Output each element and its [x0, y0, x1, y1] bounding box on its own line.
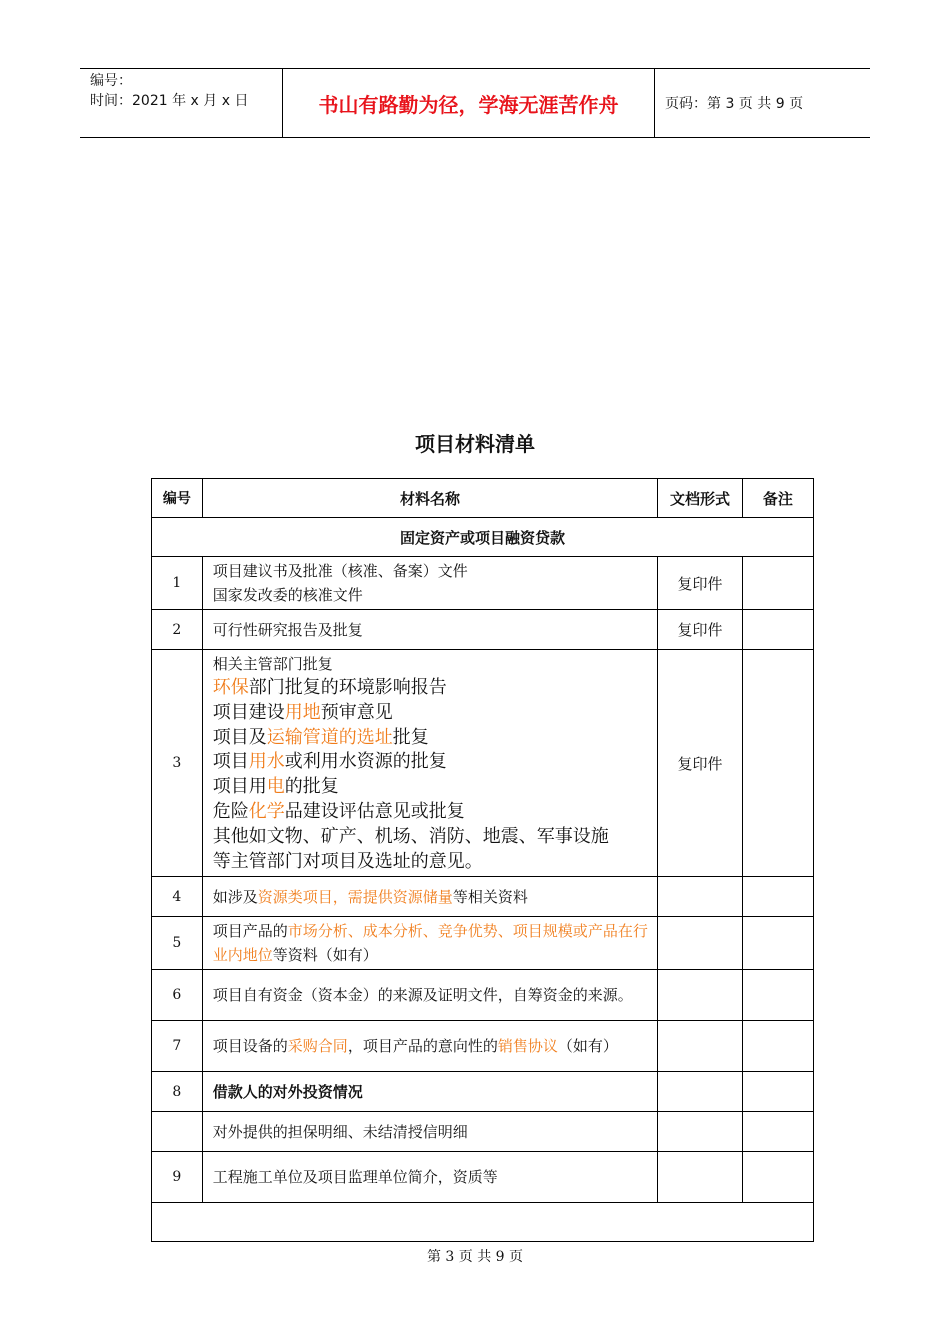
material-line: 国家发改委的核准文件 — [212, 586, 363, 604]
table-row — [152, 917, 814, 970]
plain-text: 项目 — [212, 751, 249, 773]
row-number: 7 — [152, 1021, 203, 1072]
row-form — [658, 970, 743, 1021]
highlight-text: 环保 — [212, 677, 249, 698]
row-number: 6 — [152, 970, 203, 1021]
plain-text: 项目用 — [212, 776, 267, 798]
row-form — [658, 1021, 743, 1072]
row-remarks — [742, 917, 813, 970]
plain-text: 危险 — [212, 800, 249, 822]
table-header-row — [152, 479, 814, 518]
highlight-text: 市场分析、成本分析、竞争优势、项目规模或 — [287, 922, 588, 941]
col-header-number: 编号 — [152, 479, 203, 518]
table-row — [152, 1021, 814, 1072]
section-title: 固定资产或项目融资贷款 — [152, 518, 814, 557]
highlight-text: 资源类项目，需提供资源储量 — [257, 887, 453, 906]
empty-row — [152, 1203, 814, 1242]
row-material: 借款人的对外投资情况 — [202, 1072, 657, 1112]
plain-text: 的批复 — [284, 776, 339, 798]
plain-text: 或利用水资源的批复 — [284, 751, 447, 773]
col-header-name: 材料名称 — [202, 479, 657, 518]
plain-text: 等相关资料 — [452, 887, 528, 906]
header-page-info: 页码：第 3 页 共 9 页 — [665, 96, 804, 112]
plain-text: 项目产品的 — [212, 922, 288, 941]
highlight-text: 销售协议 — [497, 1037, 558, 1056]
row-material — [202, 917, 657, 970]
row-remarks — [742, 1021, 813, 1072]
highlight-text: 运输管道的选址 — [266, 726, 393, 748]
plain-text: 部门批复的环境影响报告 — [248, 677, 447, 698]
highlight-text: 电 — [266, 776, 285, 798]
row-number: 3 — [152, 650, 203, 877]
table-row — [152, 650, 814, 877]
row-material: 可行性研究报告及批复 — [202, 610, 657, 650]
plain-text: 预审意见 — [320, 701, 393, 723]
row-remarks — [742, 610, 813, 650]
material-line — [213, 775, 651, 800]
plain-text: 项目及 — [212, 726, 267, 748]
materials-table — [151, 478, 814, 1242]
material-line: 相关主管部门批复 — [212, 655, 333, 673]
row-form — [658, 917, 743, 970]
highlight-text: 化学 — [248, 800, 285, 822]
row-remarks — [742, 1112, 813, 1152]
row-number: 9 — [152, 1152, 203, 1203]
table-row — [152, 557, 814, 610]
plain-text: （如有） — [557, 1037, 618, 1056]
col-header-remarks: 备注 — [742, 479, 813, 518]
row-material: 工程施工单位及项目监理单位简介，资质等 — [202, 1152, 657, 1203]
row-remarks — [742, 557, 813, 610]
table-row — [152, 1152, 814, 1203]
row-remarks — [742, 877, 813, 917]
page-header — [80, 68, 870, 138]
material-line — [213, 750, 651, 775]
row-number — [152, 1112, 203, 1152]
row-number: 4 — [152, 877, 203, 917]
page-title: 项目材料清单 — [415, 432, 535, 456]
row-remarks — [742, 970, 813, 1021]
highlight-text: 采购合同 — [287, 1037, 348, 1056]
row-remarks — [742, 650, 813, 877]
highlight-text: 用地 — [284, 701, 321, 723]
plain-text: ，项目产品的意向性的 — [347, 1037, 498, 1056]
material-line — [213, 726, 651, 751]
row-remarks — [742, 1072, 813, 1112]
row-material: 项目自有资金（资本金）的来源及证明文件，自筹资金的来源。 — [202, 970, 657, 1021]
header-motto: 书山有路勤为径，学海无涯苦作舟 — [283, 69, 655, 137]
row-number: 1 — [152, 557, 203, 610]
row-form — [658, 1072, 743, 1112]
row-form — [658, 1112, 743, 1152]
row-number: 2 — [152, 610, 203, 650]
material-line — [213, 800, 651, 825]
empty-cell — [152, 1203, 814, 1242]
row-form — [658, 1152, 743, 1203]
row-material — [202, 650, 657, 877]
table-row — [152, 610, 814, 650]
row-material — [202, 877, 657, 917]
time-label: 时间：2021 年 x 月 x 日 — [90, 93, 249, 109]
plain-text: 项目设备的 — [212, 1037, 288, 1056]
material-line: 等主管部门对项目及选址的意见。 — [212, 850, 483, 872]
plain-text: 品建设评估意见或批复 — [284, 800, 465, 822]
material-line: 项目建议书及批准（核准、备案）文件 — [212, 562, 468, 580]
row-form: 复印件 — [658, 557, 743, 610]
row-form: 复印件 — [658, 610, 743, 650]
plain-text: 批复 — [392, 726, 429, 748]
row-form: 复印件 — [658, 650, 743, 877]
header-meta — [80, 69, 283, 137]
section-row — [152, 518, 814, 557]
highlight-text: 产品在行业内地位 — [212, 922, 648, 965]
row-material — [202, 1021, 657, 1072]
table-row — [152, 877, 814, 917]
row-remarks — [742, 1152, 813, 1203]
row-form — [658, 877, 743, 917]
plain-text: 如涉及 — [212, 887, 258, 906]
row-number: 8 — [152, 1072, 203, 1112]
row-number: 5 — [152, 917, 203, 970]
material-line — [213, 676, 651, 701]
table-row — [152, 1072, 814, 1112]
plain-text: 等资料（如有） — [272, 946, 378, 965]
table-row — [152, 1112, 814, 1152]
plain-text: 项目建设 — [212, 701, 285, 723]
row-material — [202, 557, 657, 610]
page-footer: 第 3 页 共 9 页 — [426, 1249, 524, 1265]
table-row — [152, 970, 814, 1021]
material-line — [213, 701, 651, 726]
material-line: 其他如文物、矿产、机场、消防、地震、军事设施 — [212, 825, 609, 847]
col-header-form: 文档形式 — [658, 479, 743, 518]
highlight-text: 用水 — [248, 751, 285, 773]
row-material: 对外提供的担保明细、未结清授信明细 — [202, 1112, 657, 1152]
number-label: 编号： — [90, 73, 132, 89]
